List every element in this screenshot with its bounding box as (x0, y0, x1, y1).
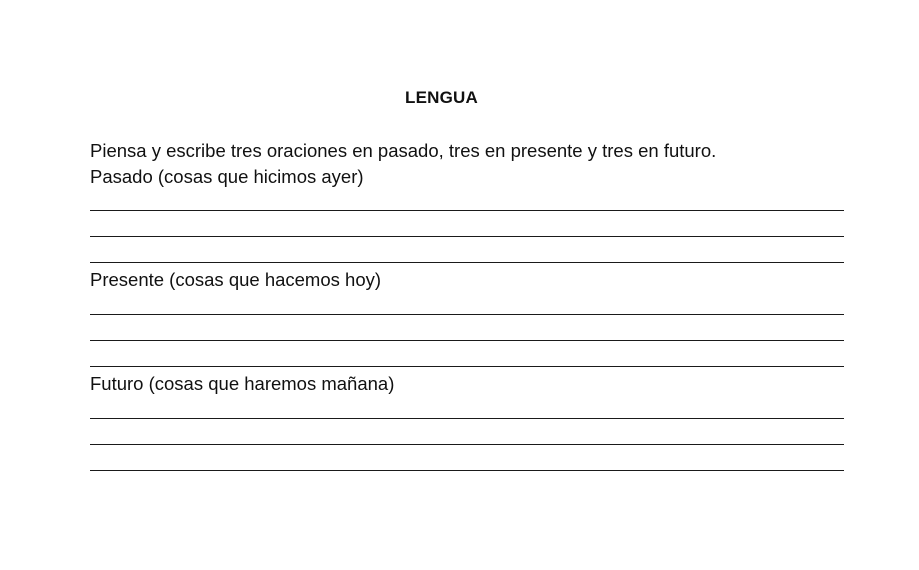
answer-line-presente-3[interactable] (90, 366, 844, 367)
answer-line-futuro-3[interactable] (90, 470, 844, 471)
answer-line-pasado-3[interactable] (90, 262, 844, 263)
section-label-presente: Presente (cosas que hacemos hoy) (90, 269, 382, 290)
answer-line-pasado-2[interactable] (90, 236, 844, 237)
answer-line-presente-1[interactable] (90, 314, 844, 315)
answer-line-futuro-1[interactable] (90, 418, 844, 419)
instruction-text: Piensa y escribe tres oraciones en pasado, tres en presente y tres en futuro. (90, 140, 717, 161)
worksheet-title: LENGUA (405, 88, 478, 107)
answer-line-presente-2[interactable] (90, 340, 844, 341)
answer-line-pasado-1[interactable] (90, 210, 844, 211)
section-label-futuro: Futuro (cosas que haremos mañana) (90, 373, 395, 394)
answer-line-futuro-2[interactable] (90, 444, 844, 445)
section-label-pasado: Pasado (cosas que hicimos ayer) (90, 166, 364, 187)
